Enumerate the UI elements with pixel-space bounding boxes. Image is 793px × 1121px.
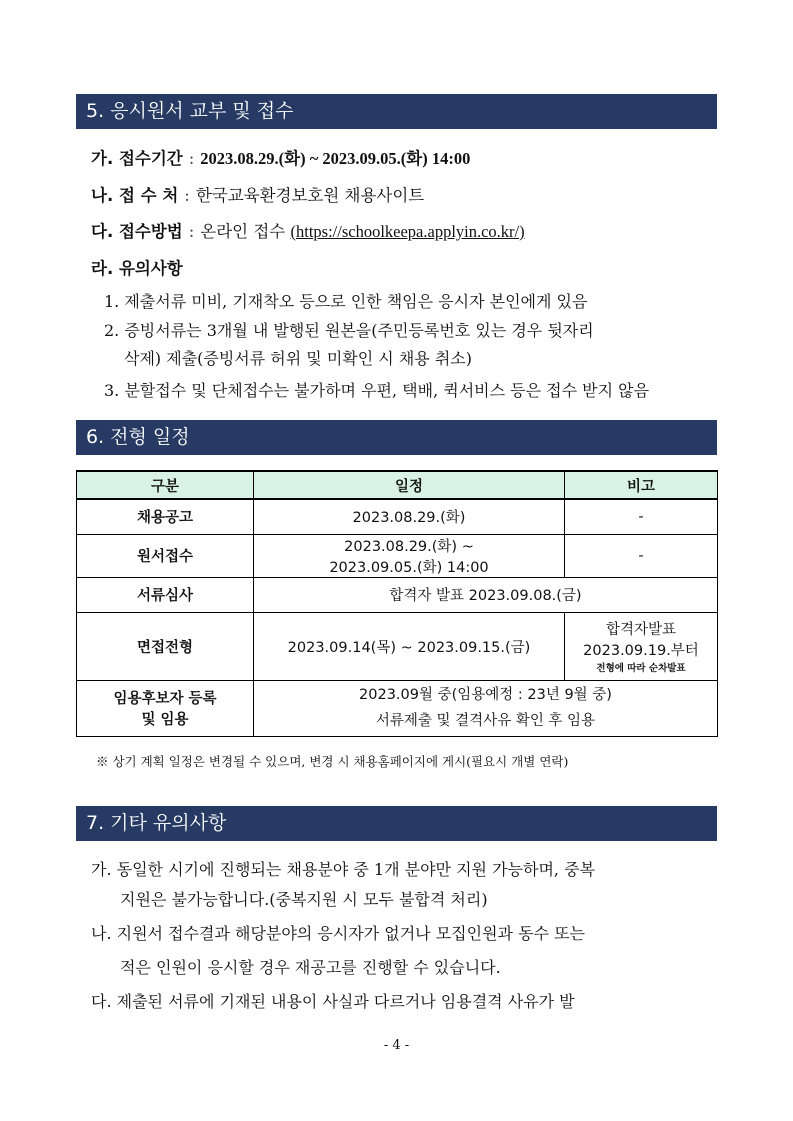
header-remarks: 비고: [565, 471, 718, 499]
note-item-2: 2. 증빙서류는 3개월 내 발행된 원본을(주민등록번호 있는 경우 뒷자리: [104, 321, 594, 340]
page-number: - 4 -: [383, 1038, 410, 1053]
etc-note-1-cont: 지원은 불가능합니다.(중복지원 시 모두 불합격 처리): [120, 890, 488, 909]
section5-title: 5. 응시원서 교부 및 접수: [76, 94, 717, 129]
schedule-line: 서류제출 및 결격사유 확인 후 임용: [375, 713, 596, 729]
row-category: 면접전형: [77, 612, 254, 680]
row-schedule: 합격자 발표 2023.09.08.(금): [254, 577, 718, 612]
table-row: [77, 499, 718, 534]
section6-title: 6. 전형 일정: [76, 420, 717, 455]
row-schedule: [254, 680, 718, 736]
table-row: [77, 577, 718, 612]
etc-note-3: 다. 제출된 서류에 기재된 내용이 사실과 다르거나 임용결격 사유가 발: [91, 992, 575, 1011]
schedule-line: 2023.09.05.(화) 14:00: [329, 559, 489, 576]
category-line: 임용후보자 등록: [113, 691, 217, 707]
notes-heading: [91, 255, 183, 279]
separator: :: [188, 222, 195, 241]
row-schedule: [254, 534, 565, 577]
note-item-2-cont: 삭제) 제출(증빙서류 허위 및 미확인 시 채용 취소): [124, 349, 472, 368]
note-item-1: 1. 제출서류 미비, 기재착오 등으로 인한 책임은 응시자 본인에게 있음: [104, 292, 588, 311]
etc-note-1: 가. 동일한 시기에 진행되는 채용분야 중 1개 분야만 지원 가능하며, 중복: [91, 860, 595, 879]
etc-note-2: 나. 지원서 접수결과 해당분야의 응시자가 없거나 모집인원과 동수 또는: [91, 924, 585, 943]
notes-label: 라. 유의사항: [91, 259, 183, 278]
table-header-row: [77, 471, 718, 499]
application-place-value: 한국교육환경보호원 채용사이트: [195, 186, 425, 205]
section7-title: 7. 기타 유의사항: [76, 806, 717, 841]
row-schedule: 2023.09.14(목) ~ 2023.09.15.(금): [254, 612, 565, 680]
header-schedule: 일정: [254, 471, 565, 499]
remark-line: 합격자발표: [605, 622, 677, 638]
application-period-value: 2023.08.29.(화) ~ 2023.09.05.(화) 14:00: [200, 149, 471, 168]
row-remarks: -: [565, 499, 718, 534]
application-method: [91, 218, 525, 242]
application-site-link[interactable]: (https://schoolkeepa.applyin.co.kr/): [290, 222, 525, 241]
row-category: 원서접수: [77, 534, 254, 577]
separator: :: [188, 149, 195, 168]
row-category: 서류심사: [77, 577, 254, 612]
row-category: 채용공고: [77, 499, 254, 534]
schedule-line: 2023.08.29.(화) ~: [344, 538, 474, 555]
row-remarks: -: [565, 534, 718, 577]
table-row: [77, 612, 718, 680]
etc-note-2-cont: 적은 인원이 응시할 경우 재공고를 진행할 수 있습니다.: [120, 958, 501, 977]
row-category: [77, 680, 254, 736]
header-category: 구분: [77, 471, 254, 499]
remark-line: 2023.09.19.부터: [583, 643, 699, 659]
schedule-table: [76, 470, 718, 737]
application-method-value: 온라인 접수: [200, 222, 286, 241]
application-method-label: 다. 접수방법: [91, 222, 183, 241]
row-remarks: [565, 612, 718, 680]
remark-small: 전형에 따라 순차발표: [596, 663, 686, 674]
row-schedule: 2023.08.29.(화): [254, 499, 565, 534]
application-place-label: 나. 접 수 처: [91, 186, 179, 205]
application-period: [91, 145, 470, 169]
table-row: [77, 680, 718, 736]
table-row: [77, 534, 718, 577]
application-place: [91, 182, 424, 206]
category-line: 및 임용: [141, 712, 189, 728]
schedule-line: 2023.09월 중(임용예정 : 23년 9월 중): [359, 687, 612, 703]
application-period-label: 가. 접수기간: [91, 149, 183, 168]
separator: :: [184, 186, 190, 205]
schedule-footnote: ※ 상기 계획 일정은 변경될 수 있으며, 변경 시 채용홈페이지에 게시(필요시 개별 연락): [96, 754, 569, 769]
note-item-3: 3. 분할접수 및 단체접수는 불가하며 우편, 택배, 퀵서비스 등은 접수 받지 않음: [104, 381, 650, 400]
